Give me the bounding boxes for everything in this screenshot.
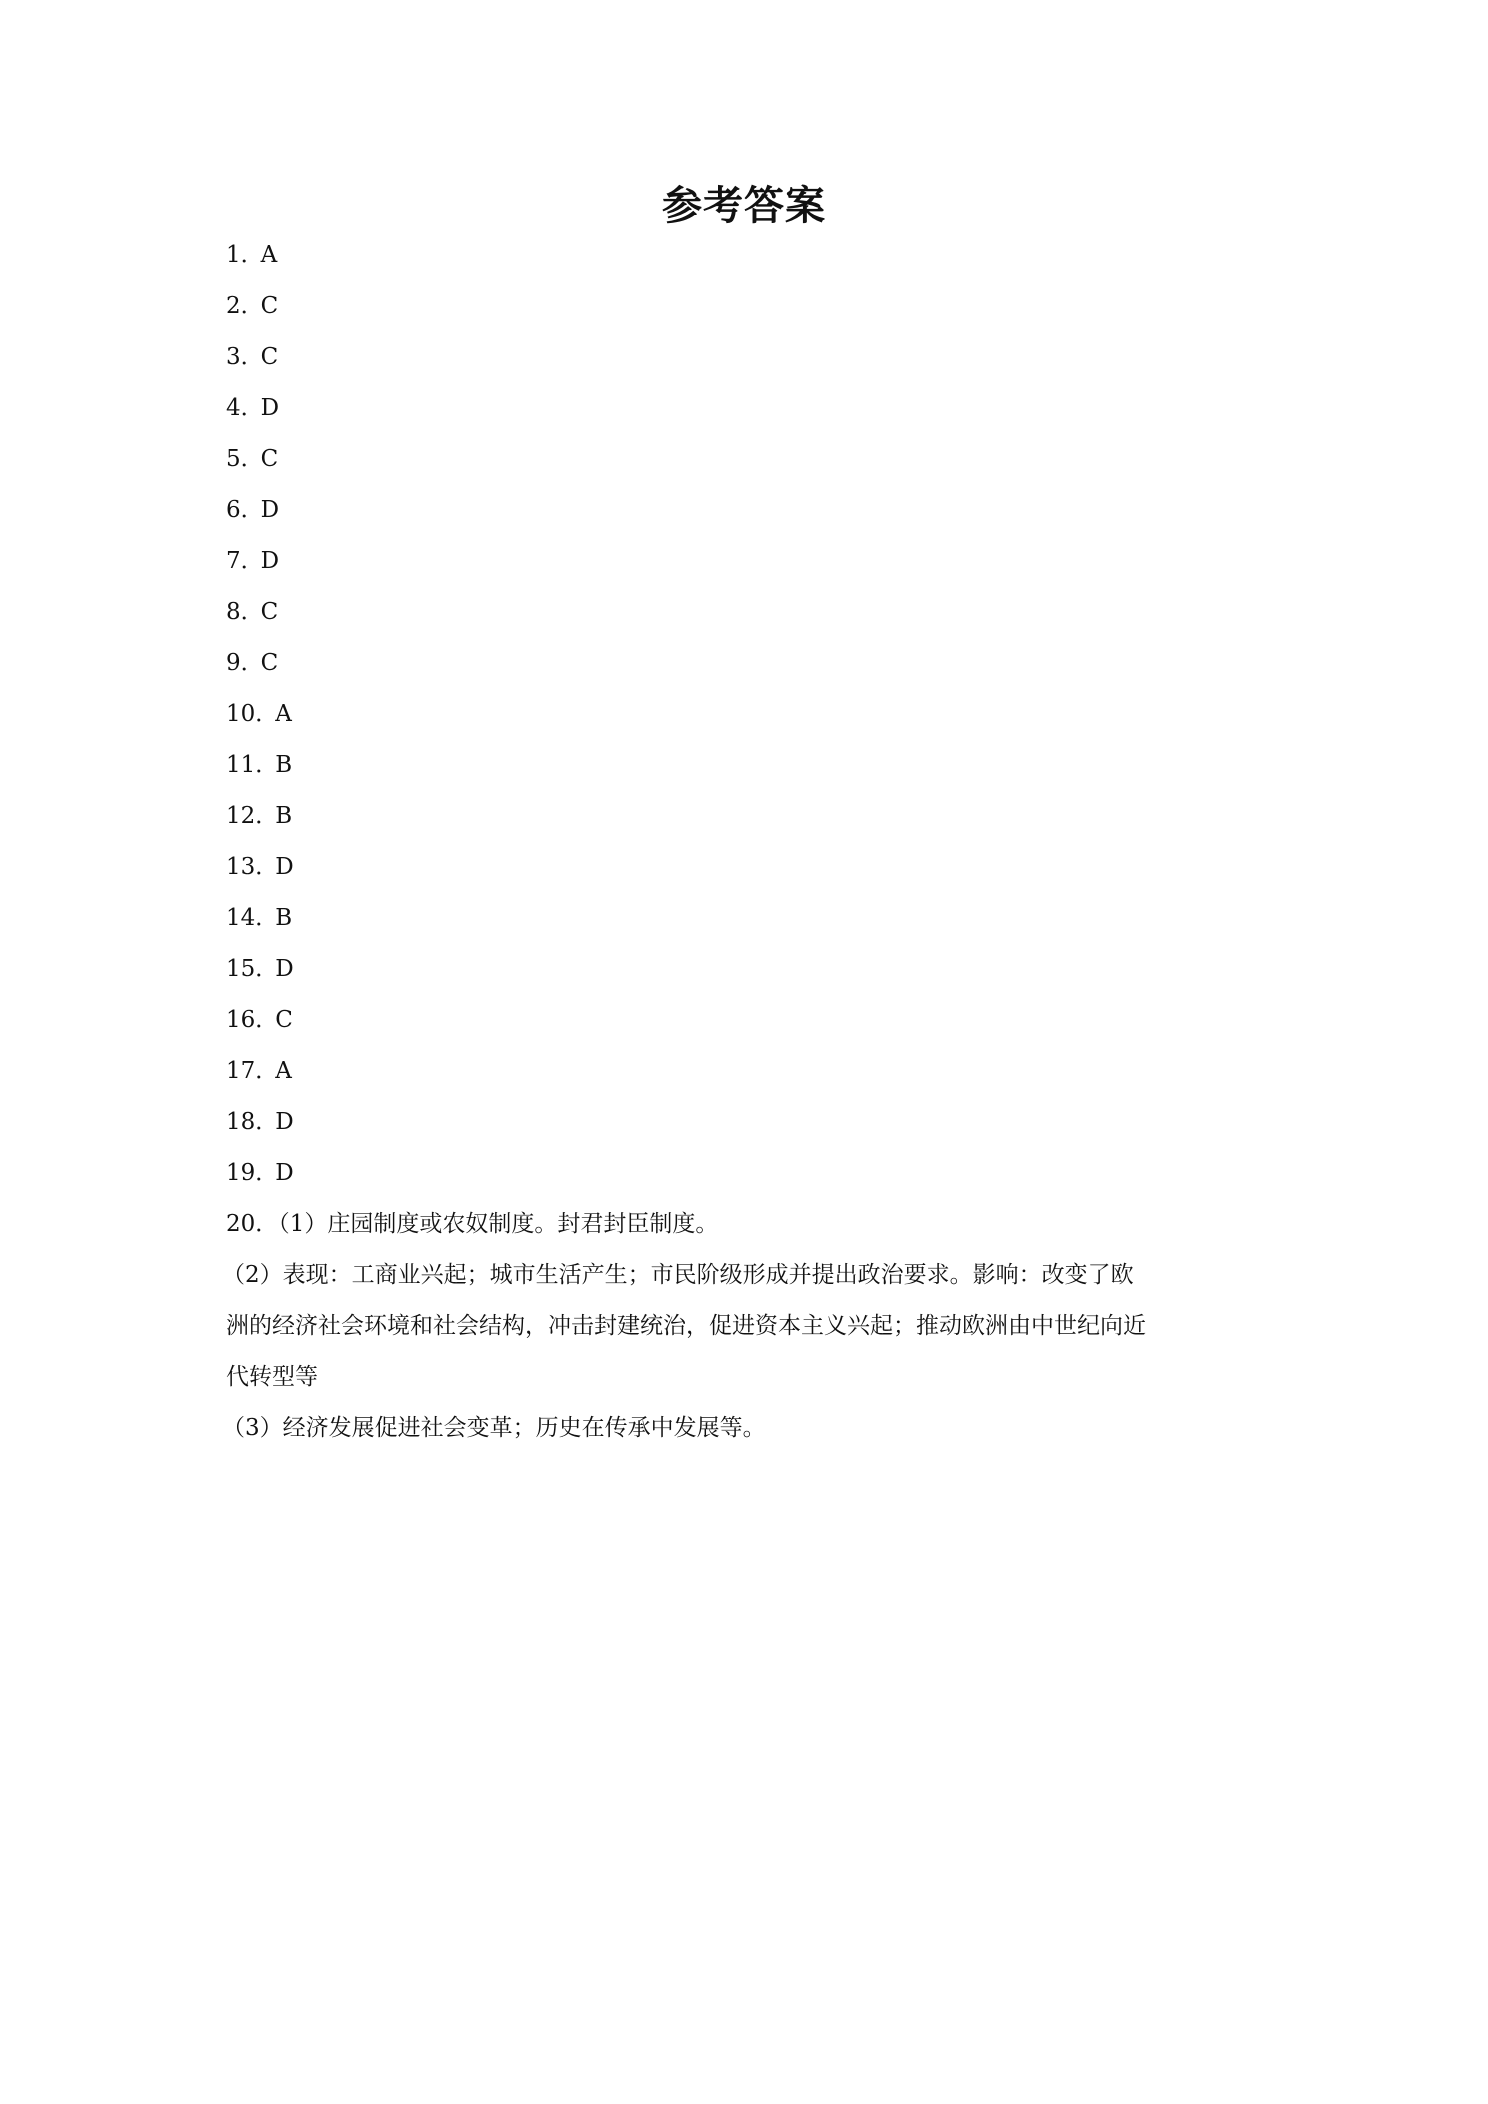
number-separator: ．: [255, 752, 279, 778]
answer-letter: A: [275, 701, 292, 727]
number-separator: ．: [255, 854, 279, 880]
answer-item: [226, 281, 1276, 332]
answer-item: [226, 1046, 1276, 1097]
number-separator: ．: [255, 701, 279, 727]
answer-letter: B: [275, 752, 293, 778]
question-number: 6: [226, 497, 241, 523]
answer-letter: C: [275, 1007, 293, 1033]
question-number: 16: [226, 1007, 256, 1033]
answer-letter: C: [260, 650, 279, 676]
answer-item: [226, 332, 1276, 383]
question-number: 9: [226, 650, 241, 676]
number-separator: ．: [240, 446, 264, 472]
answer-list: [226, 230, 1276, 1199]
answer-item: [226, 791, 1276, 842]
number-separator: ．: [240, 650, 264, 676]
question-20-answer: [222, 1199, 1276, 1454]
q20-part2-line2: 洲的经济社会环境和社会结构，冲击封建统治，促进资本主义兴起；推动欧洲由中世纪向近: [226, 1313, 1146, 1339]
answer-letter: D: [275, 1160, 294, 1186]
number-separator: ．: [240, 599, 264, 625]
q20-part2-line3: 代转型等: [226, 1364, 318, 1390]
question-number: 17: [226, 1058, 256, 1084]
number-separator: ．: [240, 548, 264, 574]
answer-item: [226, 587, 1276, 638]
answer-item: [226, 1097, 1276, 1148]
answer-item: [226, 383, 1276, 434]
number-separator: ．: [255, 803, 279, 829]
answer-letter: B: [275, 905, 293, 931]
answer-item: [226, 536, 1276, 587]
question-number: 18: [226, 1109, 256, 1135]
answer-letter: D: [260, 548, 280, 574]
answer-item: [226, 740, 1276, 791]
answer-letter: D: [260, 395, 280, 421]
number-separator: ．: [255, 905, 279, 931]
answer-item: [226, 434, 1276, 485]
number-separator: ．: [240, 395, 264, 421]
number-separator: ．: [240, 293, 264, 319]
question-number: 7: [226, 548, 241, 574]
answer-letter: D: [275, 1109, 294, 1135]
question-number: 13: [226, 854, 256, 880]
question-number: 10: [226, 701, 256, 727]
answer-item: [226, 893, 1276, 944]
q20-part2-line1: （2）表现：工商业兴起；城市生活产生；市民阶级形成并提出政治要求。影响：改变了欧: [222, 1262, 1134, 1288]
answer-item: [226, 1148, 1276, 1199]
question-number: 11: [226, 752, 256, 778]
number-separator: ．: [255, 1058, 279, 1084]
question-number: 3: [226, 344, 241, 370]
question-number: 1: [226, 242, 241, 268]
answer-letter: C: [260, 446, 279, 472]
number-separator: ．: [240, 497, 264, 523]
answer-letter: D: [275, 854, 294, 880]
answer-letter: D: [275, 956, 294, 982]
q20-part1: 20．（1）庄园制度或农奴制度。封君封臣制度。: [226, 1211, 719, 1237]
answer-letter: A: [260, 242, 278, 268]
q20-part3: （3）经济发展促进社会变革；历史在传承中发展等。: [222, 1415, 766, 1441]
question-number: 12: [226, 803, 256, 829]
answer-letter: C: [260, 344, 279, 370]
answer-letter: D: [260, 497, 280, 523]
answer-item: [226, 485, 1276, 536]
page-title: 参考答案: [662, 183, 826, 229]
answer-item: [226, 842, 1276, 893]
answer-letter: C: [260, 293, 279, 319]
answer-item: [226, 638, 1276, 689]
number-separator: ．: [255, 1007, 279, 1033]
answer-letter: A: [275, 1058, 292, 1084]
question-number: 14: [226, 905, 256, 931]
question-number: 19: [226, 1160, 256, 1186]
number-separator: ．: [255, 1160, 279, 1186]
number-separator: ．: [255, 1109, 279, 1135]
question-number: 5: [226, 446, 241, 472]
question-number: 2: [226, 293, 241, 319]
number-separator: ．: [240, 344, 264, 370]
question-number: 15: [226, 956, 256, 982]
question-number: 8: [226, 599, 241, 625]
number-separator: ．: [255, 956, 279, 982]
answer-item: [226, 995, 1276, 1046]
question-number: 4: [226, 395, 241, 421]
answer-letter: B: [275, 803, 293, 829]
answer-item: [226, 230, 1276, 281]
answer-letter: C: [260, 599, 279, 625]
number-separator: ．: [240, 242, 264, 268]
answer-item: [226, 689, 1276, 740]
answer-item: [226, 944, 1276, 995]
